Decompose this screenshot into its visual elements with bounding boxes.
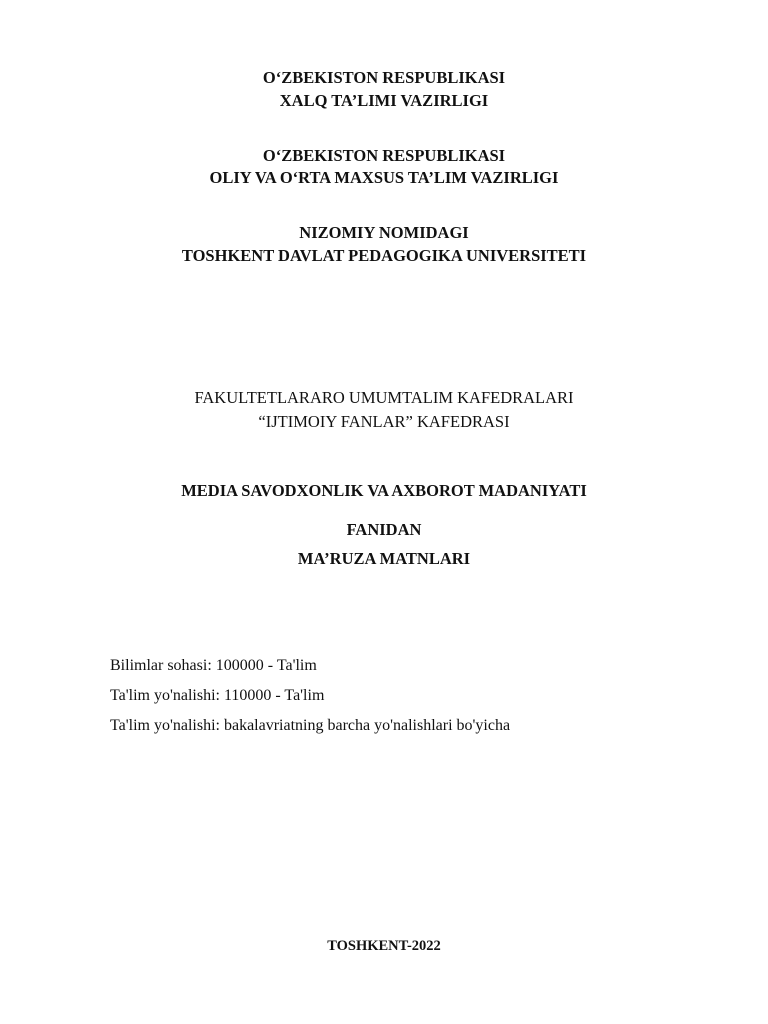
knowledge-field: Bilimlar sohasi: 100000 - Ta'lim [110, 657, 317, 674]
ministry-1-line-1: O‘ZBEKISTON RESPUBLIKASI [262, 68, 506, 87]
education-direction: Ta'lim yo'nalishi: 110000 - Ta'lim [110, 687, 325, 704]
place-year: TOSHKENT-2022 [327, 938, 441, 954]
department-line-1: FAKULTETLARARO UMUMTALIM KAFEDRALARI [194, 388, 574, 407]
document-type: MA’RUZA MATNLARI [297, 549, 471, 568]
ministry-1-line-2: XALQ TA’LIMI VAZIRLIGI [279, 91, 489, 110]
education-programs: Ta'lim yo'nalishi: bakalavriatning barcha yo'nalishlari bo'yicha [110, 717, 511, 734]
ministry-2-line-2: OLIY VA O‘RTA MAXSUS TA’LIM VAZIRLIGI [209, 168, 559, 187]
subject-fanidan: FANIDAN [346, 520, 422, 539]
department-line-2: “IJTIMOIY FANLAR” KAFEDRASI [258, 412, 510, 431]
university-line-2: TOSHKENT DAVLAT PEDAGOGIKA UNIVERSITETI [181, 246, 587, 265]
subject-title: MEDIA SAVODXONLIK VA AXBOROT MADANIYATI [181, 481, 587, 500]
ministry-2-line-1: O‘ZBEKISTON RESPUBLIKASI [262, 146, 506, 165]
university-line-1: NIZOMIY NOMIDAGI [299, 223, 469, 242]
